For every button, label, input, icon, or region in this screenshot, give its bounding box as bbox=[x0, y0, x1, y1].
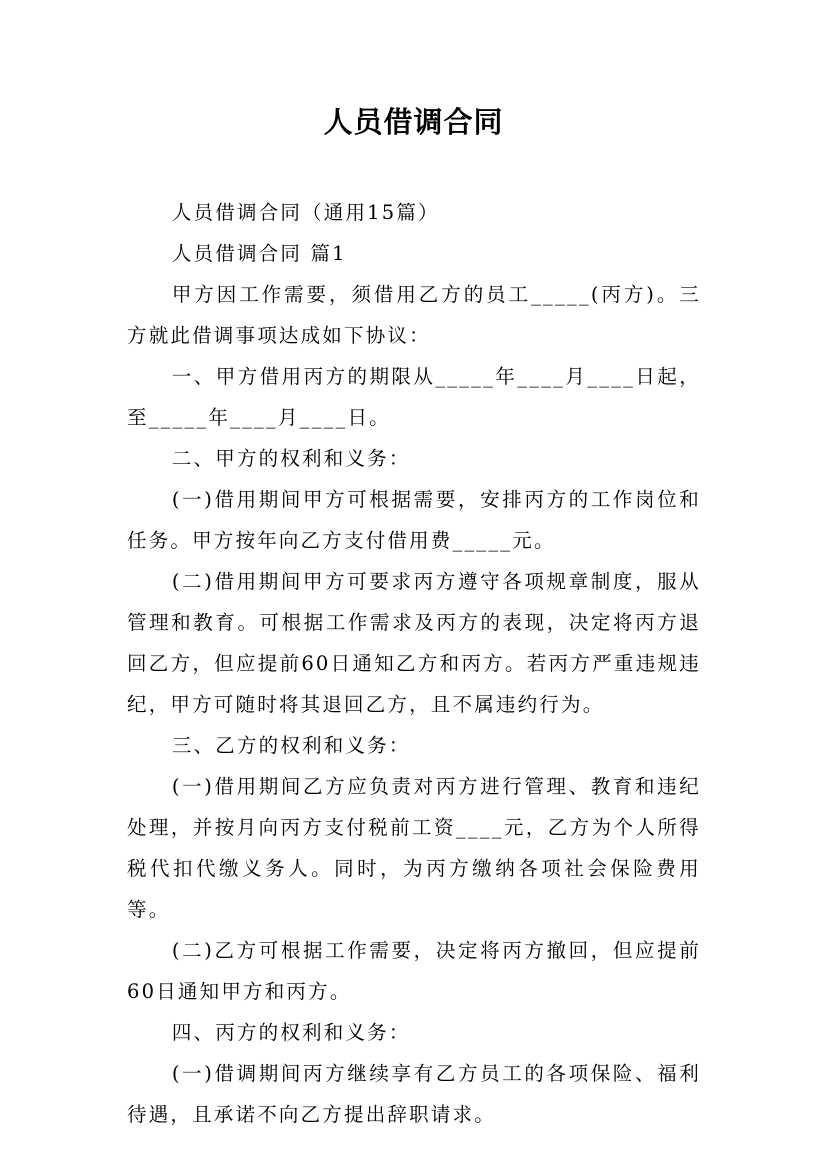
paragraph-clause-1: 一、甲方借用丙方的期限从_____年____月____日起，至_____年____月____日。 bbox=[127, 365, 701, 429]
document-title: 人员借调合同 bbox=[323, 105, 504, 139]
paragraph-subtitle: 人员借调合同（通用15篇） bbox=[171, 201, 440, 224]
paragraph-clause-2-heading: 二、甲方的权利和义务： bbox=[171, 447, 411, 470]
paragraph-clause-3-1: (一)借用期间乙方应负责对丙方进行管理、教育和违纪处理，并按月向丙方支付税前工资____元，乙方为个人所得税代扣代缴义务人。同时，为丙方缴纳各项社会保险费用等。 bbox=[127, 775, 701, 921]
paragraph-clause-4-1: (一)借调期间丙方继续享有乙方员工的各项保险、福利待遇，且承诺不向乙方提出辞职请求。 bbox=[127, 1062, 701, 1126]
document-body bbox=[127, 192, 701, 1135]
paragraph-clause-2-1: (一)借用期间甲方可根据需要，安排丙方的工作岗位和任务。甲方按年向乙方支付借用费_____元。 bbox=[127, 488, 701, 552]
paragraph-clause-3-heading: 三、乙方的权利和义务： bbox=[171, 734, 411, 757]
paragraph-preamble: 甲方因工作需要，须借用乙方的员工_____(丙方)。三方就此借调事项达成如下协议： bbox=[127, 283, 701, 347]
paragraph-clause-2-2: (二)借用期间甲方可要求丙方遵守各项规章制度，服从管理和教育。可根据工作需求及丙方的表现，决定将丙方退回乙方，但应提前60日通知乙方和丙方。若丙方严重违规违纪，甲方可随时将其退回乙方，且不属违约行为。 bbox=[127, 570, 701, 716]
paragraph-section-heading: 人员借调合同 篇1 bbox=[171, 242, 347, 265]
paragraph-clause-3-2: (二)乙方可根据工作需要，决定将丙方撤回，但应提前60日通知甲方和丙方。 bbox=[127, 939, 701, 1003]
paragraph-clause-4-heading: 四、丙方的权利和义务： bbox=[171, 1021, 411, 1044]
